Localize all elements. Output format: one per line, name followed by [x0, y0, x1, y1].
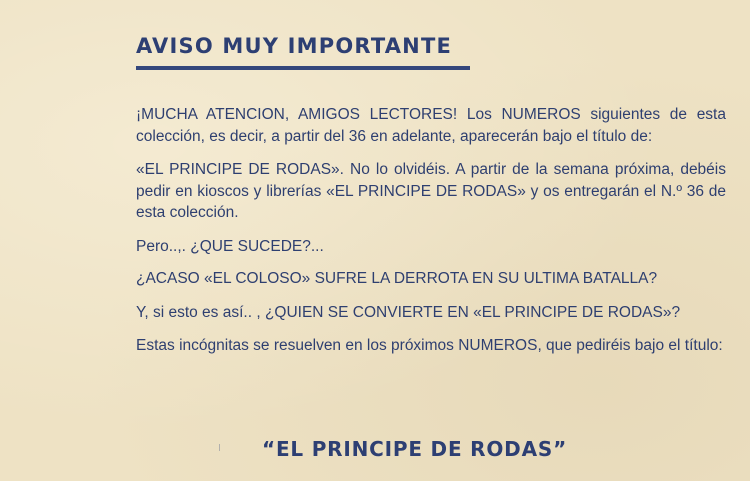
closing-title: “EL PRINCIPE DE RODAS”	[262, 437, 568, 461]
paragraph-closing-note: Estas incógnitas se resuelven en los próximos NUMEROS, que pediréis bajo el título:	[136, 337, 723, 354]
paragraph-attention: ¡MUCHA ATENCION, AMIGOS LECTORES! Los NUMEROS siguientes de esta colección, es decir, a partir del 36 en adelante, aparecerán bajo el título de:	[136, 106, 726, 145]
print-speck	[219, 444, 220, 451]
paragraph-question-2: ¿ACASO «EL COLOSO» SUFRE LA DERROTA EN SU ULTIMA BATALLA?	[136, 270, 658, 287]
notice-body	[136, 104, 726, 369]
paragraph-question-3: Y, si esto es así.. , ¿QUIEN SE CONVIERTE EN «EL PRINCIPE DE RODAS»?	[136, 303, 681, 321]
notice-heading: AVISO MUY IMPORTANTE	[136, 34, 453, 58]
heading-underline	[136, 66, 470, 70]
paragraph-question-1: Pero..,. ¿QUE SUCEDE?...	[136, 237, 324, 255]
paragraph-title-announcement: «EL PRINCIPE DE RODAS». No lo olvidéis. A partir de la semana próxima, debéis pedir en kioscos y librerías «EL PRINCIPE DE RODAS» y os entregarán el N.º 36 de esta colección.	[136, 161, 726, 221]
